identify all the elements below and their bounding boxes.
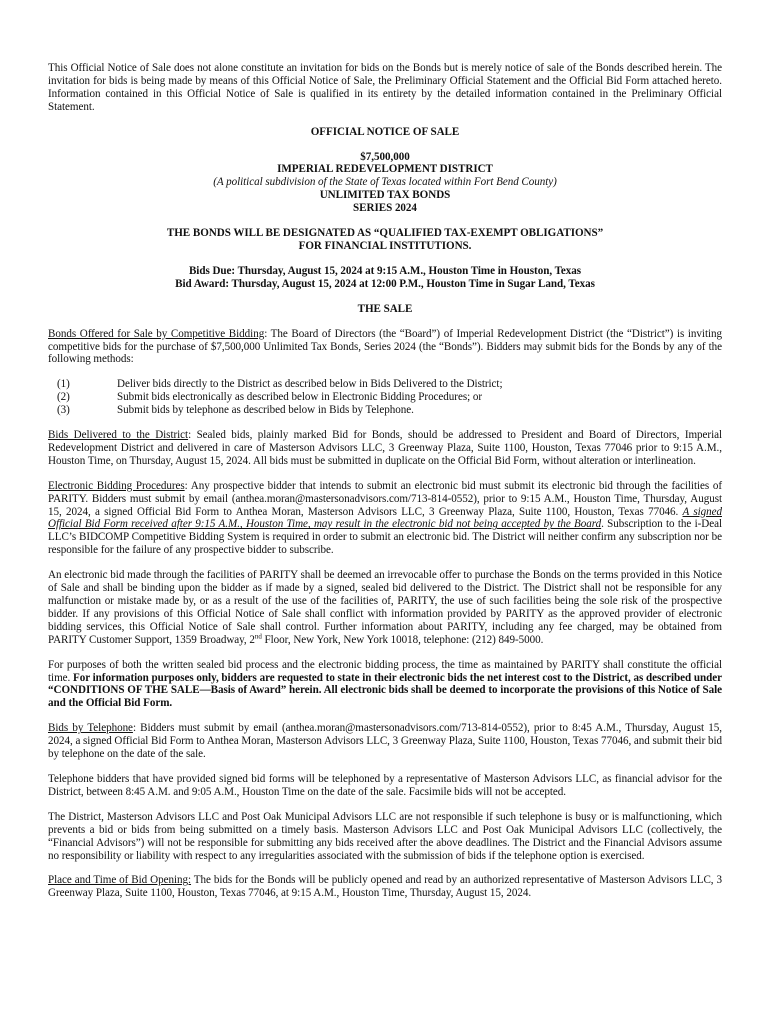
electronic-bidding-paragraph <box>48 480 722 557</box>
bids-by-telephone-label: Bids by Telephone <box>48 722 133 735</box>
list-item-number: (3) <box>57 404 70 417</box>
bids-by-telephone-paragraph <box>48 722 722 761</box>
list-item <box>57 378 722 391</box>
ordinal-suffix: nd <box>254 632 262 641</box>
bid-opening-text: The bids for the Bonds will be publicly opened and read by an authorized representative of Masterson Advisors LLC, 3 Greenway Plaza, Suite 1100, Houston, Texas 77046, at 9:15 A.M., Houston Time, Thursday, August 15, 2024. <box>48 874 722 900</box>
bid-opening-paragraph <box>48 874 722 900</box>
competitive-bidding-paragraph <box>48 328 722 367</box>
competitive-bidding-label: Bonds Offered for Sale by Competitive Bidding <box>48 327 265 340</box>
list-item <box>57 404 722 417</box>
bid-opening-label: Place and Time of Bid Opening: <box>48 874 192 887</box>
bids-delivered-text: : Sealed bids, plainly marked Bid for Bonds, should be addressed to President and Board of Directors, Imperial Redevelopment District and delivered in care of Masterson Advisors LLC, 3 Greenway Plaza, Suite 1100, Houston, Texas 77046 prior to 9:15 A.M., Houston Time, on Thursday, August 15, 2024. All bids must be submitted in duplicate on the Official Bid Form, without alteration or interlineation. <box>48 429 723 467</box>
designation-block <box>48 227 722 253</box>
district-name: IMPERIAL REDEVELOPMENT DISTRICT <box>277 163 493 176</box>
responsibility-paragraph: The District, Masterson Advisors LLC and Post Oak Municipal Advisors LLC are not responsible if such telephone is busy or is malfunctioning, which prevents a bid or bids from being submitted on a timely basis. Masterson Advisors LLC and Post Oak Municipal Advisors LLC (collectively, the “Financial Advisors”) will not be responsible for submitting any bids received after the above deadlines. The District and the Financial Advisors assume no responsibility or liability with respect to any irregularities associated with the submission of bids if the telephone option is exercised. <box>48 810 722 862</box>
telephone-bidders-paragraph: Telephone bidders that have provided signed bid forms will be telephoned by a representative of Masterson Advisors LLC, as financial advisor for the District, between 8:45 A.M. and 9:05 A.M., Houston Time on the date of the sale. Facsimile bids will not be accepted. <box>48 772 722 798</box>
parity-paragraph <box>48 569 722 646</box>
list-item-text: Submit bids by telephone as described below in Bids by Telephone. <box>117 404 414 417</box>
document-page <box>48 62 722 900</box>
bids-by-telephone-text: : Bidders must submit by email (anthea.moran@mastersonadvisors.com/713-814-0552), prior to 8:45 A.M., Thursday, August 15, 2024, a signed Official Bid Form to Anthea Moran, Masterson Advisors LLC, 3 Greenway Plaza, Suite 1100, Houston, Texas 77046, and submit their bid by telephone on the date of the sale. <box>48 722 722 761</box>
list-item-text: Submit bids electronically as described below in Electronic Bidding Procedures; or <box>117 391 482 404</box>
bid-dates-block <box>48 265 722 291</box>
parity-text: An electronic bid made through the facilities of PARITY shall be deemed an irrevocable offer to purchase the Bonds on the terms provided in this Notice of Sale and shall be binding upon the bidder as if made by a signed, sealed bid delivered to the District. The District shall not be responsible for any malfunction or mistake made by, or as a result of the use of the facilities of, PARITY, the use of such facilities being the sole risk of the prospective bidder. If any provisions of this Official Notice of Sale shall conflict with information provided by PARITY as the approved provider of electronic bidding services, this Official Notice of Sale shall control. Further information about PARITY, including any fee charged, may be obtained from PARITY Customer Support, 1359 Broadway, 2 <box>48 569 722 646</box>
parity-text-2: Floor, New York, New York 10018, telephone: (212) 849-5000. <box>261 633 544 646</box>
notice-title <box>48 126 722 139</box>
bids-delivered-label: Bids Delivered to the District <box>48 429 189 442</box>
bids-due: Bids Due: Thursday, August 15, 2024 at 9:15 A.M., Houston Time in Houston, Texas <box>188 264 582 277</box>
section-heading-text: THE SALE <box>357 302 413 315</box>
bid-award: Bid Award: Thursday, August 15, 2024 at 12:00 P.M., Houston Time in Sugar Land, Texas <box>175 277 595 290</box>
list-item-text: Deliver bids directly to the District as described below in Bids Delivered to the District; <box>117 378 503 391</box>
bids-delivered-paragraph <box>48 429 722 468</box>
bond-amount: $7,500,000 <box>360 150 410 163</box>
electronic-bidding-text-2: . Subscription to the i-Deal LLC’s BIDCOMP Competitive Bidding System is required in order to submit an electronic bid. The District will neither confirm any subscription nor be responsible for the failure of any prospective bidder to subscribe. <box>48 518 722 557</box>
bond-type: UNLIMITED TAX BONDS <box>319 189 451 202</box>
bond-series: SERIES 2024 <box>353 202 417 215</box>
electronic-bidding-warning: A signed Official Bid Form received after 9:15 A.M., Houston Time, may result in the electronic bid not being accepted by the Board <box>48 505 722 531</box>
electronic-bidding-label: Electronic Bidding Procedures <box>48 479 185 492</box>
list-item-number: (1) <box>57 378 70 391</box>
designation-line-2: FOR FINANCIAL INSTITUTIONS. <box>298 239 472 252</box>
section-heading <box>48 303 722 316</box>
list-item <box>57 391 722 404</box>
designation-line-1: THE BONDS WILL BE DESIGNATED AS “QUALIFIED TAX-EXEMPT OBLIGATIONS” <box>166 227 604 240</box>
list-item-number: (2) <box>57 391 70 404</box>
electronic-bidding-text: : Any prospective bidder that intends to submit an electronic bid must submit its electronic bid through the facilities of PARITY. Bidders must submit by email (anthea.moran@mastersonadvisors.com/713-814-0552), prior to 9:15 A.M., Houston Time, Thursday, August 15, 2024, a signed Official Bid Form to Anthea Moran, Masterson Advisors LLC, 3 Greenway Plaza, Suite 1100, Houston, Texas 77046. <box>48 479 722 518</box>
official-time-paragraph <box>48 659 722 711</box>
notice-title-text: OFFICIAL NOTICE OF SALE <box>310 125 460 138</box>
bidding-methods-list <box>57 378 722 417</box>
bond-header <box>48 151 722 216</box>
official-time-text: For purposes of both the written sealed bid process and the electronic bidding process, the time as maintained by PARITY shall constitute the official time. <box>48 658 722 684</box>
official-time-bold-text: For information purposes only, bidders are requested to state in their electronic bids the net interest cost to the District, as described under “CONDITIONS OF THE SALE—Basis of Award” herein. All electronic bids shall be deemed to incorporate the provisions of this Notice of Sale and the Official Bid Form. <box>48 671 722 710</box>
district-subdivision: (A political subdivision of the State of Texas located within Fort Bend County) <box>213 176 557 189</box>
intro-paragraph: This Official Notice of Sale does not alone constitute an invitation for bids on the Bonds but is merely notice of sale of the Bonds described herein. The invitation for bids is being made by means of this Official Notice of Sale, the Preliminary Official Statement and the Official Bid Form attached hereto. Information contained in this Official Notice of Sale is qualified in its entirety by the detailed information contained in the Preliminary Official Statement. <box>48 62 722 113</box>
competitive-bidding-text: : The Board of Directors (the “Board”) of Imperial Redevelopment District (the “District”) is inviting competitive bids for the purchase of $7,500,000 Unlimited Tax Bonds, Series 2024 (the “Bonds”). Bidders may submit bids for the Bonds by any of the following methods: <box>48 327 723 366</box>
